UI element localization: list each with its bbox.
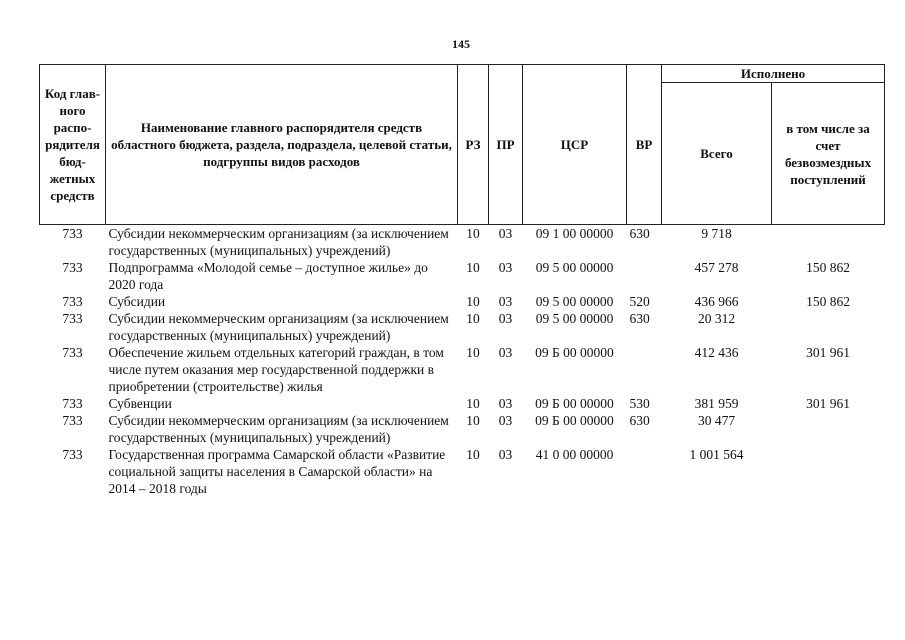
cell-rz: 10 — [466, 294, 480, 309]
table-row — [40, 225, 885, 260]
cell-pr: 03 — [498, 311, 513, 326]
cell-total: 1 001 564 — [689, 447, 744, 462]
cell-name: Обеспечение жильем отдельных категорий граждан, в том числе путем оказания мер государственной поддержки в приобретении (строительстве) жилья — [108, 345, 444, 394]
cell-vr — [627, 259, 662, 293]
cell-code: 733 — [62, 260, 83, 275]
cell-vr: 630 — [629, 311, 650, 326]
cell-code: 733 — [62, 311, 83, 326]
cell-rz: 10 — [466, 345, 480, 360]
page-number: 145 — [452, 37, 470, 51]
cell-rz: 10 — [466, 396, 480, 411]
header-name: Наименование главного распорядителя средств областного бюджета, раздела, подраздела, целевой статьи, подгруппы видов расходов — [106, 65, 458, 225]
cell-name: Субсидии — [108, 294, 166, 309]
cell-pr: 03 — [498, 294, 513, 309]
cell-name: Субсидии некоммерческим организациям (за исключением государственных (муниципальных) учреждений) — [108, 311, 449, 343]
cell-name: Субсидии некоммерческим организациям (за исключением государственных (муниципальных) учреждений) — [108, 226, 449, 258]
cell-code: 733 — [62, 345, 83, 360]
cell-pr: 03 — [498, 413, 513, 428]
cell-free: 150 862 — [806, 294, 850, 309]
table-body — [40, 225, 885, 498]
cell-free — [772, 412, 885, 446]
cell-vr — [627, 344, 662, 395]
cell-csr: 09 Б 00 00000 — [535, 413, 614, 428]
table-row — [40, 310, 885, 344]
cell-rz: 10 — [466, 260, 480, 275]
cell-free — [772, 225, 885, 260]
cell-vr: 520 — [629, 294, 650, 309]
table-row — [40, 395, 885, 412]
cell-total: 436 966 — [694, 294, 739, 309]
budget-execution-table — [39, 64, 885, 497]
table-row — [40, 259, 885, 293]
header-free: в том числе за счет безвозмездных поступлений — [772, 83, 885, 225]
header-total: Всего — [662, 83, 772, 225]
cell-pr: 03 — [498, 396, 513, 411]
cell-total: 381 959 — [694, 396, 739, 411]
cell-rz: 10 — [466, 226, 480, 241]
cell-csr: 09 Б 00 00000 — [535, 345, 614, 360]
cell-pr: 03 — [498, 447, 513, 462]
table-row — [40, 293, 885, 310]
cell-vr: 530 — [629, 396, 650, 411]
table-row — [40, 412, 885, 446]
cell-code: 733 — [62, 413, 83, 428]
cell-total: 9 718 — [701, 226, 732, 241]
cell-csr: 09 1 00 00000 — [535, 226, 614, 241]
table-row — [40, 344, 885, 395]
cell-free: 301 961 — [806, 345, 850, 360]
table-header — [40, 65, 885, 225]
header-code: Код главного распорядителя бюджетных средств — [40, 65, 106, 225]
cell-vr: 630 — [629, 413, 650, 428]
cell-pr: 03 — [498, 260, 513, 275]
cell-name: Субвенции — [108, 396, 172, 411]
cell-code: 733 — [62, 447, 83, 462]
cell-rz: 10 — [466, 447, 480, 462]
cell-code: 733 — [62, 226, 83, 241]
header-vr: ВР — [627, 65, 662, 225]
table-row — [40, 446, 885, 497]
cell-csr: 09 5 00 00000 — [535, 260, 614, 275]
cell-code: 733 — [62, 396, 83, 411]
cell-total: 457 278 — [694, 260, 739, 275]
cell-csr: 41 0 00 00000 — [535, 447, 614, 462]
header-executed: Исполнено — [662, 65, 885, 83]
cell-rz: 10 — [466, 413, 480, 428]
cell-total: 30 477 — [697, 413, 736, 428]
cell-total: 412 436 — [694, 345, 739, 360]
cell-total: 20 312 — [697, 311, 736, 326]
cell-vr: 630 — [629, 226, 650, 241]
cell-free: 301 961 — [806, 396, 850, 411]
header-rz: РЗ — [458, 65, 489, 225]
cell-rz: 10 — [466, 311, 480, 326]
cell-name: Субсидии некоммерческим организациям (за исключением государственных (муниципальных) учреждений) — [108, 413, 449, 445]
cell-pr: 03 — [498, 226, 513, 241]
cell-csr: 09 Б 00 00000 — [535, 396, 614, 411]
cell-free — [772, 310, 885, 344]
cell-name: Подпрограмма «Молодой семье – доступное жилье» до 2020 года — [108, 260, 428, 292]
cell-vr — [627, 446, 662, 497]
cell-pr: 03 — [498, 345, 513, 360]
cell-name: Государственная программа Самарской области «Развитие социальной защиты населения в Самарской области» на 2014 – 2018 годы — [108, 447, 446, 496]
header-csr: ЦСР — [523, 65, 627, 225]
header-pr: ПР — [489, 65, 523, 225]
cell-csr: 09 5 00 00000 — [535, 294, 614, 309]
cell-free — [772, 446, 885, 497]
cell-free: 150 862 — [806, 260, 850, 275]
cell-code: 733 — [62, 294, 83, 309]
cell-csr: 09 5 00 00000 — [535, 311, 614, 326]
